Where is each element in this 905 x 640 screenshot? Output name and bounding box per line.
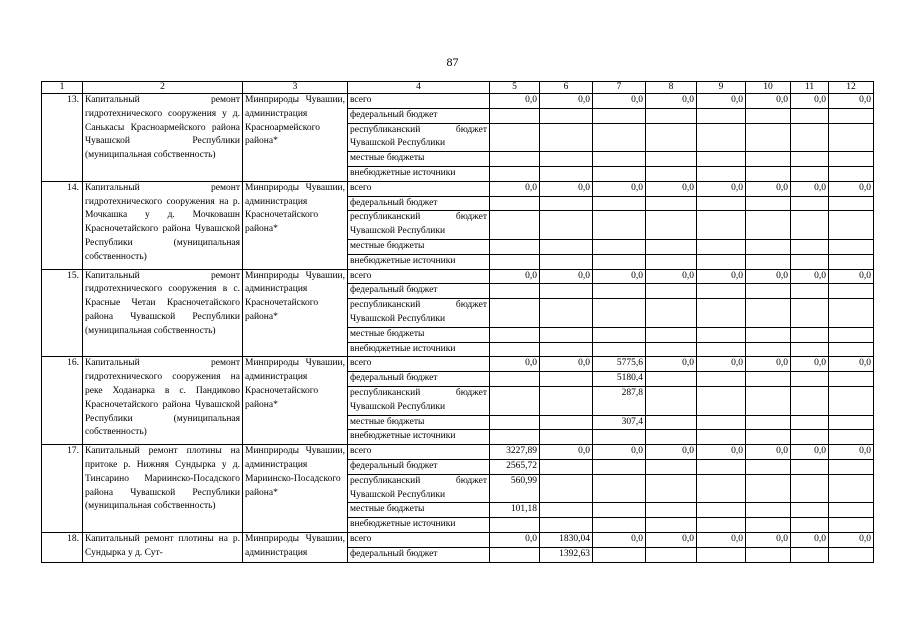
value-cell: 0,0	[791, 445, 829, 460]
value-cell	[697, 547, 746, 562]
value-cell	[746, 503, 791, 518]
value-cell	[646, 123, 697, 152]
value-cell: 0,0	[593, 94, 646, 109]
value-cell	[490, 123, 540, 152]
value-cell	[829, 415, 874, 430]
value-cell	[697, 196, 746, 211]
value-cell	[697, 299, 746, 328]
value-cell	[646, 474, 697, 503]
value-cell	[791, 342, 829, 357]
executor: Минприроды Чувашии, администрация	[243, 532, 348, 562]
value-cell	[646, 211, 697, 240]
value-cell: 0,0	[746, 357, 791, 372]
value-cell: 0,0	[646, 532, 697, 547]
column-number: 3	[243, 82, 348, 94]
value-cell	[791, 474, 829, 503]
funding-source: всего	[348, 94, 490, 109]
value-cell	[791, 415, 829, 430]
value-cell	[593, 211, 646, 240]
value-cell	[697, 342, 746, 357]
value-cell	[697, 239, 746, 254]
value-cell	[829, 254, 874, 269]
value-cell	[593, 474, 646, 503]
value-cell	[791, 108, 829, 123]
value-cell	[490, 415, 540, 430]
value-cell	[490, 547, 540, 562]
value-cell: 0,0	[746, 445, 791, 460]
column-number: 4	[348, 82, 490, 94]
value-cell	[490, 299, 540, 328]
value-cell	[540, 503, 593, 518]
value-cell: 101,18	[490, 503, 540, 518]
value-cell	[829, 152, 874, 167]
value-cell	[791, 166, 829, 181]
funding-source: федеральный бюджет	[348, 108, 490, 123]
value-cell	[746, 342, 791, 357]
value-cell	[593, 459, 646, 474]
project-description: Капитальный ремонт плотины на притоке р. Нижняя Сундырка у д. Тинсарино Мариинско-Посадского района Чувашской Республики (муниципальная собственность)	[83, 445, 243, 533]
value-cell	[646, 342, 697, 357]
value-cell	[697, 284, 746, 299]
value-cell	[593, 196, 646, 211]
column-number: 2	[83, 82, 243, 94]
funding-source: республиканский бюджет Чувашской Республики	[348, 386, 490, 415]
value-cell	[697, 327, 746, 342]
column-number: 8	[646, 82, 697, 94]
funding-source: внебюджетные источники	[348, 254, 490, 269]
value-cell	[646, 430, 697, 445]
executor: Минприроды Чувашии, администрация Красночетайского района*	[243, 181, 348, 269]
value-cell	[593, 166, 646, 181]
value-cell: 5775,6	[593, 357, 646, 372]
value-cell	[593, 299, 646, 328]
value-cell	[593, 327, 646, 342]
value-cell	[829, 547, 874, 562]
value-cell	[540, 196, 593, 211]
value-cell	[490, 254, 540, 269]
value-cell	[829, 166, 874, 181]
value-cell	[791, 196, 829, 211]
row-number: 15.	[42, 269, 83, 357]
value-cell	[791, 123, 829, 152]
value-cell: 0,0	[791, 357, 829, 372]
value-cell	[540, 254, 593, 269]
value-cell	[540, 474, 593, 503]
funding-source: местные бюджеты	[348, 239, 490, 254]
value-cell	[791, 211, 829, 240]
value-cell	[646, 459, 697, 474]
value-cell	[829, 239, 874, 254]
value-cell	[646, 152, 697, 167]
funding-source: федеральный бюджет	[348, 284, 490, 299]
page-number: 87	[446, 55, 459, 69]
row-number: 18.	[42, 532, 83, 562]
value-cell: 3227,89	[490, 445, 540, 460]
value-cell: 0,0	[697, 269, 746, 284]
table-row	[42, 532, 874, 547]
value-cell: 0,0	[697, 181, 746, 196]
value-cell	[540, 342, 593, 357]
value-cell	[746, 430, 791, 445]
value-cell: 0,0	[593, 269, 646, 284]
value-cell	[697, 108, 746, 123]
value-cell	[646, 503, 697, 518]
value-cell: 0,0	[646, 181, 697, 196]
funding-source: внебюджетные источники	[348, 430, 490, 445]
value-cell	[746, 415, 791, 430]
value-cell	[791, 284, 829, 299]
value-cell	[697, 123, 746, 152]
value-cell	[829, 299, 874, 328]
value-cell: 307,4	[593, 415, 646, 430]
value-cell	[697, 474, 746, 503]
value-cell	[490, 342, 540, 357]
value-cell	[593, 342, 646, 357]
value-cell	[829, 518, 874, 533]
value-cell: 560,99	[490, 474, 540, 503]
funding-source: внебюджетные источники	[348, 166, 490, 181]
funding-source: республиканский бюджет Чувашской Республики	[348, 123, 490, 152]
value-cell	[646, 299, 697, 328]
value-cell	[746, 299, 791, 328]
executor: Минприроды Чувашии, администрация Мариинско-Посадского района*	[243, 445, 348, 533]
value-cell	[829, 372, 874, 387]
project-description: Капитальный ремонт гидротехнического сооружения в с. Красные Четаи Красночетайского района Чувашской Республики (муниципальная собственность)	[83, 269, 243, 357]
value-cell	[697, 459, 746, 474]
value-cell: 0,0	[829, 532, 874, 547]
value-cell	[791, 386, 829, 415]
value-cell: 0,0	[791, 94, 829, 109]
value-cell	[697, 518, 746, 533]
value-cell: 5180,4	[593, 372, 646, 387]
value-cell	[646, 284, 697, 299]
value-cell	[791, 518, 829, 533]
value-cell	[540, 372, 593, 387]
value-cell	[540, 299, 593, 328]
value-cell: 2565,72	[490, 459, 540, 474]
funding-source: федеральный бюджет	[348, 196, 490, 211]
value-cell	[593, 152, 646, 167]
value-cell	[490, 211, 540, 240]
funding-source: всего	[348, 445, 490, 460]
column-number: 7	[593, 82, 646, 94]
value-cell	[697, 166, 746, 181]
value-cell	[829, 327, 874, 342]
value-cell: 0,0	[791, 181, 829, 196]
funding-source: всего	[348, 357, 490, 372]
value-cell	[540, 123, 593, 152]
executor: Минприроды Чувашии, администрация Красночетайского района*	[243, 357, 348, 445]
executor: Минприроды Чувашии, администрация Красноармейского района*	[243, 94, 348, 182]
funding-source: всего	[348, 269, 490, 284]
funding-source: республиканский бюджет Чувашской Республики	[348, 474, 490, 503]
value-cell: 0,0	[540, 94, 593, 109]
value-cell	[540, 459, 593, 474]
value-cell: 0,0	[646, 357, 697, 372]
value-cell: 0,0	[829, 357, 874, 372]
column-number-row	[42, 82, 874, 94]
value-cell	[646, 372, 697, 387]
funding-source: всего	[348, 181, 490, 196]
value-cell	[646, 239, 697, 254]
value-cell	[746, 196, 791, 211]
value-cell: 0,0	[490, 269, 540, 284]
value-cell	[490, 327, 540, 342]
value-cell	[697, 430, 746, 445]
value-cell	[829, 459, 874, 474]
value-cell	[697, 152, 746, 167]
project-description: Капитальный ремонт плотины на р. Сундырка у д. Сут-	[83, 532, 243, 562]
funding-source: внебюджетные источники	[348, 342, 490, 357]
value-cell	[697, 415, 746, 430]
value-cell	[593, 254, 646, 269]
funding-source: федеральный бюджет	[348, 547, 490, 562]
value-cell	[829, 108, 874, 123]
value-cell: 0,0	[746, 269, 791, 284]
value-cell	[490, 518, 540, 533]
value-cell	[791, 503, 829, 518]
value-cell	[593, 547, 646, 562]
value-cell	[829, 386, 874, 415]
value-cell: 0,0	[540, 445, 593, 460]
value-cell	[540, 386, 593, 415]
column-number: 11	[791, 82, 829, 94]
value-cell	[791, 239, 829, 254]
value-cell	[791, 459, 829, 474]
value-cell	[829, 430, 874, 445]
value-cell	[829, 284, 874, 299]
value-cell: 0,0	[646, 94, 697, 109]
value-cell: 287,8	[593, 386, 646, 415]
value-cell	[490, 372, 540, 387]
value-cell	[593, 108, 646, 123]
value-cell: 0,0	[490, 532, 540, 547]
value-cell: 0,0	[829, 445, 874, 460]
value-cell	[746, 547, 791, 562]
value-cell	[540, 518, 593, 533]
value-cell	[490, 152, 540, 167]
value-cell	[829, 123, 874, 152]
value-cell	[646, 166, 697, 181]
value-cell: 0,0	[540, 181, 593, 196]
value-cell	[791, 547, 829, 562]
funding-source: местные бюджеты	[348, 327, 490, 342]
column-number: 1	[42, 82, 83, 94]
value-cell	[646, 386, 697, 415]
value-cell: 0,0	[646, 445, 697, 460]
value-cell: 0,0	[490, 357, 540, 372]
value-cell	[746, 459, 791, 474]
funding-source: республиканский бюджет Чувашской Республики	[348, 299, 490, 328]
table-row	[42, 445, 874, 460]
value-cell	[490, 108, 540, 123]
value-cell	[593, 503, 646, 518]
value-cell	[593, 518, 646, 533]
executor: Минприроды Чувашии, администрация Красночетайского района*	[243, 269, 348, 357]
value-cell	[746, 254, 791, 269]
value-cell: 0,0	[829, 181, 874, 196]
funding-source: местные бюджеты	[348, 152, 490, 167]
value-cell	[540, 327, 593, 342]
value-cell: 1392,63	[540, 547, 593, 562]
value-cell	[791, 299, 829, 328]
value-cell	[829, 503, 874, 518]
value-cell	[697, 254, 746, 269]
value-cell	[646, 327, 697, 342]
value-cell: 0,0	[593, 181, 646, 196]
value-cell	[746, 474, 791, 503]
row-number: 17.	[42, 445, 83, 533]
value-cell: 0,0	[829, 269, 874, 284]
value-cell	[646, 518, 697, 533]
row-number: 14.	[42, 181, 83, 269]
value-cell	[697, 503, 746, 518]
value-cell	[791, 254, 829, 269]
column-number: 9	[697, 82, 746, 94]
value-cell	[490, 284, 540, 299]
value-cell: 0,0	[746, 94, 791, 109]
value-cell	[490, 196, 540, 211]
column-number: 12	[829, 82, 874, 94]
value-cell	[540, 166, 593, 181]
value-cell	[490, 166, 540, 181]
value-cell	[829, 342, 874, 357]
value-cell: 1830,04	[540, 532, 593, 547]
column-number: 6	[540, 82, 593, 94]
value-cell	[490, 430, 540, 445]
value-cell	[791, 430, 829, 445]
value-cell	[697, 372, 746, 387]
row-number: 16.	[42, 357, 83, 445]
value-cell: 0,0	[490, 181, 540, 196]
value-cell: 0,0	[697, 532, 746, 547]
value-cell	[490, 239, 540, 254]
value-cell	[697, 211, 746, 240]
project-description: Капитальный ремонт гидротехнического сооружения на р. Мочкашка у д. Мочковашн Красночетайского района Чувашской Республики (муниципальная собственность)	[83, 181, 243, 269]
value-cell: 0,0	[697, 94, 746, 109]
funding-source: федеральный бюджет	[348, 459, 490, 474]
value-cell	[540, 108, 593, 123]
value-cell	[646, 415, 697, 430]
funding-source: местные бюджеты	[348, 503, 490, 518]
value-cell	[540, 284, 593, 299]
table-row	[42, 357, 874, 372]
project-description: Капитальный ремонт гидротехнического сооружения у д. Санькасы Красноармейского района Чувашской Республики (муниципальная собственность)	[83, 94, 243, 182]
value-cell	[646, 196, 697, 211]
value-cell	[791, 152, 829, 167]
value-cell: 0,0	[646, 269, 697, 284]
value-cell: 0,0	[697, 445, 746, 460]
value-cell: 0,0	[593, 445, 646, 460]
value-cell	[697, 386, 746, 415]
column-number: 5	[490, 82, 540, 94]
value-cell	[746, 108, 791, 123]
row-number: 13.	[42, 94, 83, 182]
value-cell	[646, 547, 697, 562]
funding-source: внебюджетные источники	[348, 518, 490, 533]
value-cell	[540, 239, 593, 254]
value-cell	[593, 430, 646, 445]
value-cell: 0,0	[791, 532, 829, 547]
value-cell	[829, 211, 874, 240]
value-cell	[746, 327, 791, 342]
value-cell	[746, 372, 791, 387]
table-row	[42, 269, 874, 284]
value-cell: 0,0	[540, 269, 593, 284]
value-cell: 0,0	[593, 532, 646, 547]
value-cell: 0,0	[490, 94, 540, 109]
value-cell	[646, 254, 697, 269]
value-cell	[593, 123, 646, 152]
funding-source: федеральный бюджет	[348, 372, 490, 387]
value-cell: 0,0	[829, 94, 874, 109]
value-cell	[791, 372, 829, 387]
value-cell	[791, 327, 829, 342]
value-cell	[540, 152, 593, 167]
value-cell: 0,0	[746, 532, 791, 547]
value-cell	[746, 211, 791, 240]
value-cell	[746, 152, 791, 167]
value-cell	[746, 239, 791, 254]
value-cell	[593, 239, 646, 254]
value-cell	[746, 386, 791, 415]
value-cell	[829, 474, 874, 503]
column-number: 10	[746, 82, 791, 94]
value-cell	[540, 211, 593, 240]
value-cell: 0,0	[540, 357, 593, 372]
value-cell	[540, 415, 593, 430]
table-row	[42, 181, 874, 196]
funding-source: республиканский бюджет Чувашской Республики	[348, 211, 490, 240]
value-cell	[829, 196, 874, 211]
value-cell	[646, 108, 697, 123]
value-cell	[746, 518, 791, 533]
budget-table	[41, 81, 874, 563]
value-cell	[746, 123, 791, 152]
funding-source: всего	[348, 532, 490, 547]
table-row	[42, 94, 874, 109]
value-cell	[490, 386, 540, 415]
value-cell: 0,0	[746, 181, 791, 196]
value-cell	[593, 284, 646, 299]
value-cell	[746, 166, 791, 181]
value-cell: 0,0	[791, 269, 829, 284]
project-description: Капитальный ремонт гидротехнического сооружения на реке Ходанарка в с. Пандиково Красночетайского района Чувашской Республики (муниципальная собственность)	[83, 357, 243, 445]
value-cell: 0,0	[697, 357, 746, 372]
value-cell	[746, 284, 791, 299]
funding-source: местные бюджеты	[348, 415, 490, 430]
value-cell	[540, 430, 593, 445]
